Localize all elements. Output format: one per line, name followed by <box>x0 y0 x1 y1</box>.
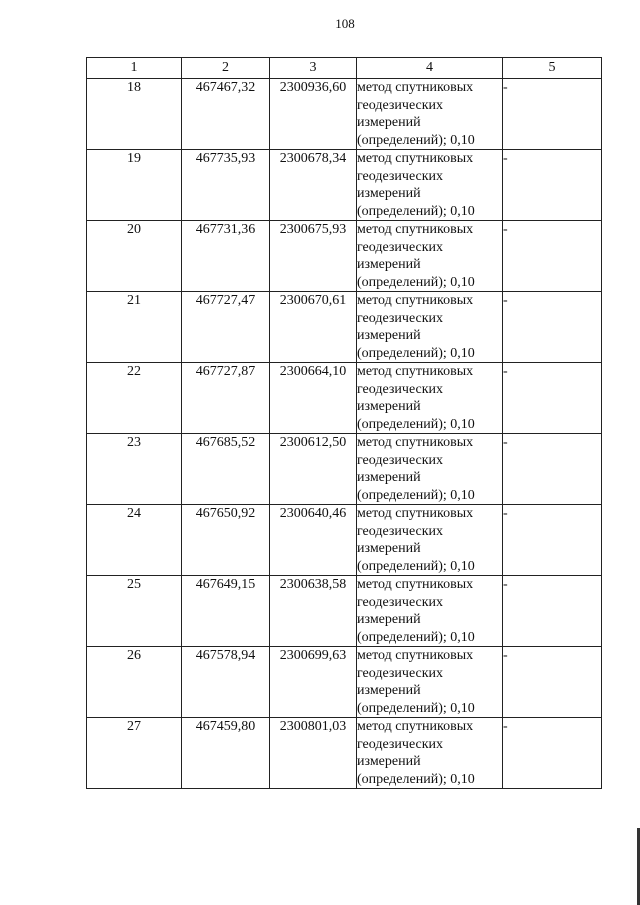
method-line: измерений <box>357 115 421 130</box>
method-line: геодезических <box>357 97 444 113</box>
table-row <box>87 363 602 434</box>
method-line: геодезических <box>357 523 444 539</box>
method-cell <box>357 221 503 292</box>
description-cell: - <box>503 79 602 150</box>
method-line: метод спутниковых <box>357 222 474 237</box>
x-coordinate-cell: 467650,92 <box>182 505 270 576</box>
y-coordinate-cell: 2300664,10 <box>270 363 357 434</box>
y-coordinate-cell: 2300612,50 <box>270 434 357 505</box>
method-line: метод спутниковых <box>357 506 474 521</box>
method-line: геодезических <box>357 452 444 468</box>
method-cell <box>357 292 503 363</box>
method-line: измерений <box>357 399 421 414</box>
method-line: измерений <box>357 754 421 769</box>
y-coordinate-cell: 2300675,93 <box>270 221 357 292</box>
y-coordinate-cell: 2300640,46 <box>270 505 357 576</box>
method-cell <box>357 150 503 221</box>
method-line: геодезических <box>357 665 444 681</box>
method-line: метод спутниковых <box>357 151 474 166</box>
method-line: (определений); 0,10 <box>357 132 475 148</box>
method-line: геодезических <box>357 168 444 184</box>
y-coordinate-cell: 2300638,58 <box>270 576 357 647</box>
method-line: геодезических <box>357 594 444 610</box>
x-coordinate-cell: 467649,15 <box>182 576 270 647</box>
table-row <box>87 150 602 221</box>
column-header: 4 <box>357 58 503 79</box>
method-line: (определений); 0,10 <box>357 700 475 716</box>
x-coordinate-cell: 467467,32 <box>182 79 270 150</box>
y-coordinate-cell: 2300678,34 <box>270 150 357 221</box>
description-cell: - <box>503 647 602 718</box>
method-line: (определений); 0,10 <box>357 487 475 503</box>
point-number-cell: 24 <box>87 505 182 576</box>
point-number-cell: 20 <box>87 221 182 292</box>
y-coordinate-cell: 2300670,61 <box>270 292 357 363</box>
method-line: метод спутниковых <box>357 80 474 95</box>
method-cell <box>357 647 503 718</box>
x-coordinate-cell: 467735,93 <box>182 150 270 221</box>
method-line: метод спутниковых <box>357 293 474 308</box>
column-header: 1 <box>87 58 182 79</box>
description-cell: - <box>503 434 602 505</box>
x-coordinate-cell: 467578,94 <box>182 647 270 718</box>
method-line: измерений <box>357 470 421 485</box>
method-line: (определений); 0,10 <box>357 771 475 787</box>
y-coordinate-cell: 2300936,60 <box>270 79 357 150</box>
point-number-cell: 25 <box>87 576 182 647</box>
table-row <box>87 505 602 576</box>
table-body <box>87 79 602 789</box>
method-line: метод спутниковых <box>357 648 474 663</box>
table-row <box>87 576 602 647</box>
method-line: метод спутниковых <box>357 577 474 592</box>
method-line: геодезических <box>357 239 444 255</box>
description-cell: - <box>503 718 602 789</box>
method-line: измерений <box>357 683 421 698</box>
table-row <box>87 647 602 718</box>
method-line: (определений); 0,10 <box>357 203 475 219</box>
method-line: (определений); 0,10 <box>357 629 475 645</box>
y-coordinate-cell: 2300699,63 <box>270 647 357 718</box>
method-cell <box>357 79 503 150</box>
method-line: измерений <box>357 541 421 556</box>
column-header: 5 <box>503 58 602 79</box>
page-number: 108 <box>335 16 355 31</box>
method-line: измерений <box>357 612 421 627</box>
method-line: измерений <box>357 186 421 201</box>
description-cell: - <box>503 576 602 647</box>
point-number-cell: 19 <box>87 150 182 221</box>
point-number-cell: 18 <box>87 79 182 150</box>
method-line: (определений); 0,10 <box>357 345 475 361</box>
coordinates-table <box>86 57 602 789</box>
method-cell <box>357 363 503 434</box>
description-cell: - <box>503 505 602 576</box>
table-row <box>87 718 602 789</box>
table-row <box>87 292 602 363</box>
point-number-cell: 27 <box>87 718 182 789</box>
table-row <box>87 221 602 292</box>
method-cell <box>357 718 503 789</box>
method-line: (определений); 0,10 <box>357 416 475 432</box>
description-cell: - <box>503 363 602 434</box>
method-line: метод спутниковых <box>357 435 474 450</box>
method-line: (определений); 0,10 <box>357 274 475 290</box>
description-cell: - <box>503 221 602 292</box>
method-cell <box>357 576 503 647</box>
x-coordinate-cell: 467459,80 <box>182 718 270 789</box>
method-line: (определений); 0,10 <box>357 558 475 574</box>
point-number-cell: 26 <box>87 647 182 718</box>
column-header: 2 <box>182 58 270 79</box>
method-line: геодезических <box>357 736 444 752</box>
table-row <box>87 434 602 505</box>
method-line: геодезических <box>357 381 444 397</box>
x-coordinate-cell: 467731,36 <box>182 221 270 292</box>
x-coordinate-cell: 467685,52 <box>182 434 270 505</box>
y-coordinate-cell: 2300801,03 <box>270 718 357 789</box>
method-line: геодезических <box>357 310 444 326</box>
point-number-cell: 23 <box>87 434 182 505</box>
method-line: измерений <box>357 257 421 272</box>
table-row <box>87 79 602 150</box>
x-coordinate-cell: 467727,87 <box>182 363 270 434</box>
table-header-row <box>87 58 602 79</box>
point-number-cell: 22 <box>87 363 182 434</box>
point-number-cell: 21 <box>87 292 182 363</box>
method-line: метод спутниковых <box>357 719 474 734</box>
description-cell: - <box>503 292 602 363</box>
method-line: измерений <box>357 328 421 343</box>
method-line: метод спутниковых <box>357 364 474 379</box>
method-cell <box>357 505 503 576</box>
description-cell: - <box>503 150 602 221</box>
method-cell <box>357 434 503 505</box>
x-coordinate-cell: 467727,47 <box>182 292 270 363</box>
column-header: 3 <box>270 58 357 79</box>
